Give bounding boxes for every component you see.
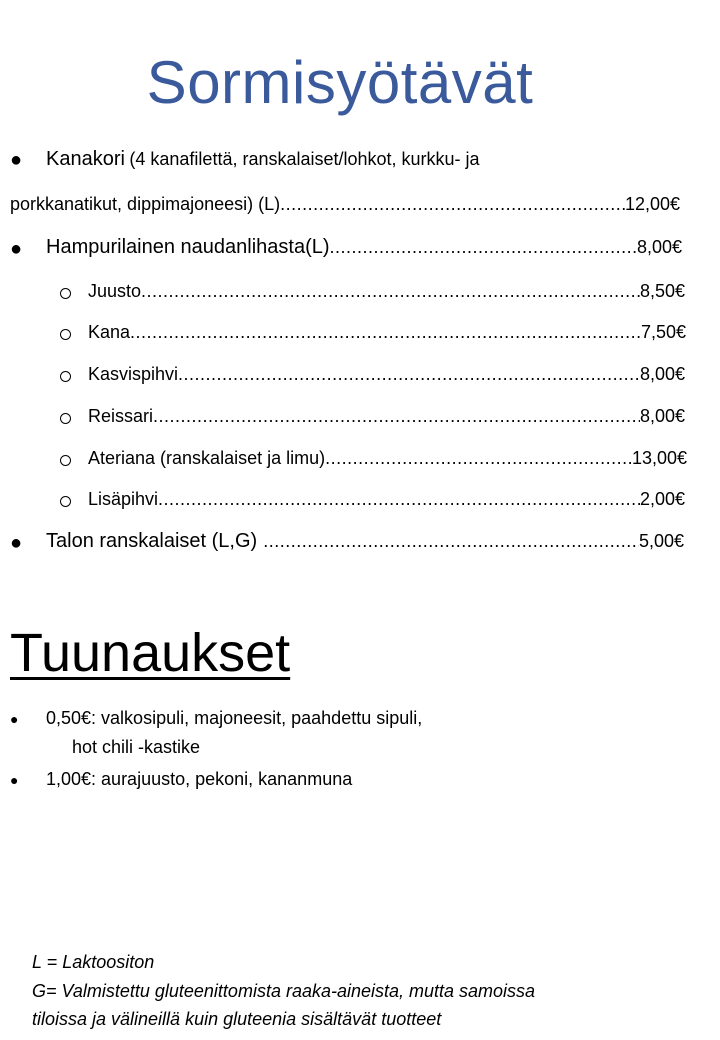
bullet: ● [10, 238, 23, 260]
item-name: Hampurilainen naudanlihasta(L) [46, 236, 330, 258]
bullet: ● [10, 772, 19, 788]
option-name: Reissari [88, 406, 154, 426]
leader-dots [141, 281, 640, 302]
leader-dots [158, 489, 640, 510]
legend-g-line1: G= Valmistettu gluteenittomista raaka-aineista, mutta samoissa [32, 981, 536, 1001]
menu-item-ranskalaiset [46, 530, 684, 553]
option-name: Kana [88, 322, 131, 342]
bullet: ● [10, 711, 19, 727]
option-ateriana [88, 448, 687, 469]
sub-bullet [60, 371, 71, 382]
option-price: 8,00€ [639, 364, 685, 384]
option-juusto [88, 281, 685, 302]
leader-dots [330, 237, 637, 258]
menu-item-kanakori [46, 148, 480, 171]
item-name: Talon ranskalaiset (L,G) [46, 530, 258, 552]
bullet: ● [10, 532, 23, 554]
option-lisapihvi [88, 489, 685, 510]
item-price: 12,00€ [624, 194, 680, 214]
item-price: 8,00€ [636, 237, 682, 257]
option-reissari [88, 406, 685, 427]
leader-dots [280, 194, 625, 215]
sub-bullet [60, 455, 71, 466]
bullet: ● [10, 149, 23, 171]
option-price: 7,50€ [640, 322, 686, 342]
option-price: 8,00€ [639, 406, 685, 426]
menu-item-hampurilainen [46, 236, 682, 259]
page-title: Sormisyötävät [146, 49, 534, 116]
leader-dots [178, 364, 640, 385]
option-name: Kasvispihvi [88, 364, 179, 384]
option-price: 2,00€ [639, 489, 685, 509]
leader-dots [130, 322, 641, 343]
item-description: (4 kanafilettä, ranskalaiset/lohkot, kurkku- ja [129, 149, 480, 169]
sub-bullet [60, 496, 71, 507]
section-heading-tuunaukset: Tuunaukset [10, 623, 291, 683]
menu-item-kanakori-line2 [10, 194, 680, 215]
legend-l: L = Laktoositon [32, 952, 155, 972]
sub-bullet [60, 329, 71, 340]
option-price: 13,00€ [631, 448, 687, 468]
tuunaus-item-cont: hot chili -kastike [72, 737, 201, 757]
leader-dots [153, 406, 640, 427]
item-price: 5,00€ [638, 531, 684, 551]
item-name: Kanakori [46, 148, 125, 170]
option-kasvispihvi [88, 364, 685, 385]
option-name: Juusto [88, 281, 142, 301]
leader-dots [263, 531, 639, 552]
option-kana [88, 322, 686, 343]
legend-g-line2: tiloissa ja välineillä kuin gluteenia sisältävät tuotteet [32, 1009, 442, 1029]
tuunaus-item: 0,50€: valkosipuli, majoneesit, paahdettu sipuli, [46, 708, 423, 728]
leader-dots [325, 448, 632, 469]
tuunaus-item: 1,00€: aurajuusto, pekoni, kananmuna [46, 769, 353, 789]
option-name: Lisäpihvi [88, 489, 159, 509]
option-price: 8,50€ [639, 281, 685, 301]
sub-bullet [60, 413, 71, 424]
sub-bullet [60, 288, 71, 299]
item-description: porkkanatikut, dippimajoneesi) (L) [10, 194, 281, 214]
option-name: Ateriana (ranskalaiset ja limu) [88, 448, 326, 468]
